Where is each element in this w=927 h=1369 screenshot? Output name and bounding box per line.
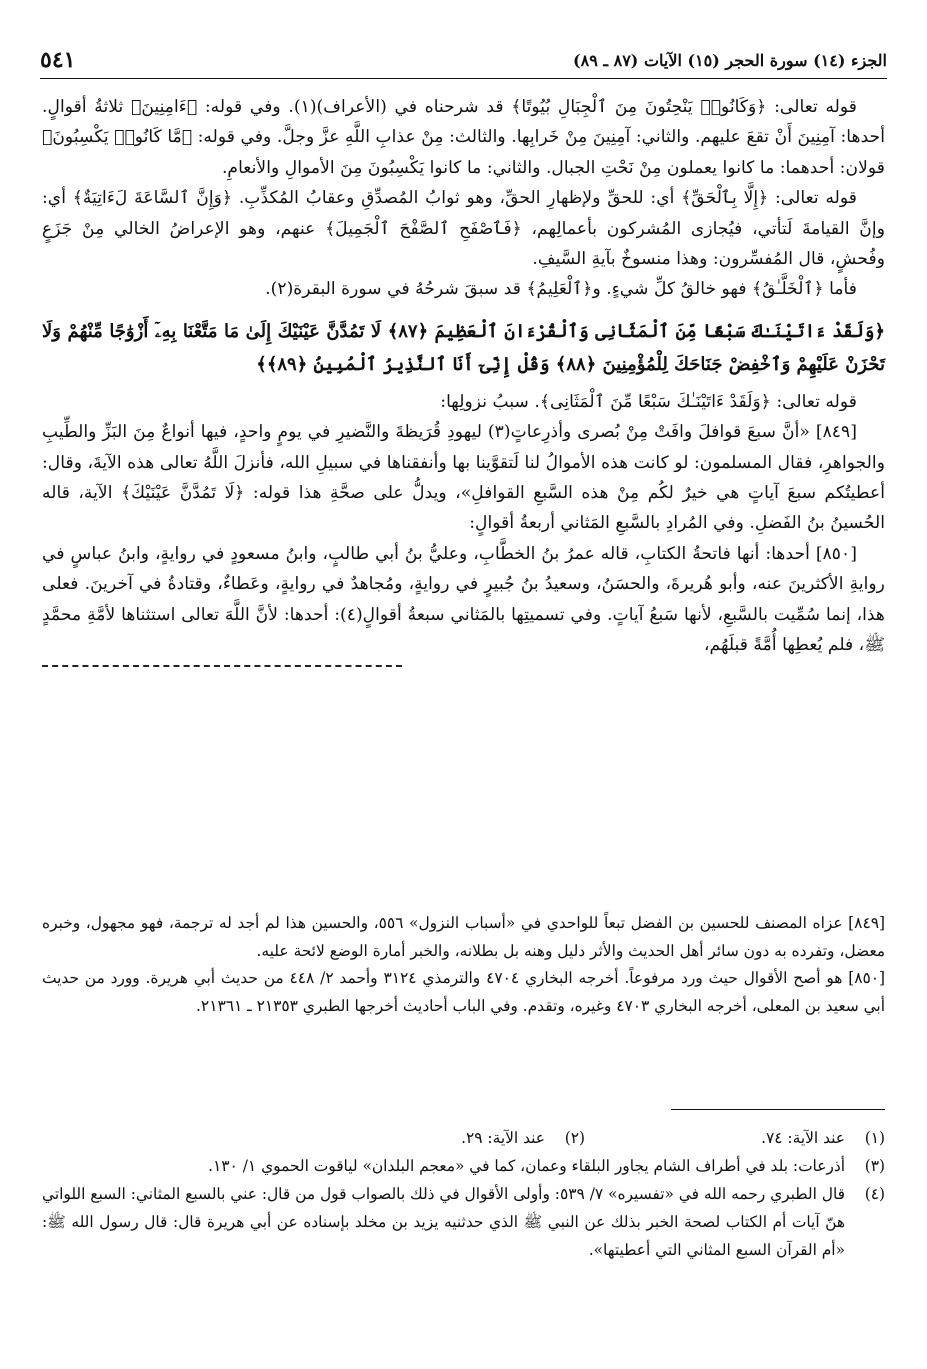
footnote-text: أذرعات: بلد في أطراف الشام يجاور البلقاء وعمان، كما في «معجم البلدان» لياقوت الحموي ١/ ١٣٠. — [208, 1157, 845, 1175]
quran-verse-block: ﴿وَلَقَدْ ءَاتَيْنَـٰكَ سَبْعًا مِّنَ ٱلْمَثَانِى وَٱلْقُرْءَانَ ٱلْعَظِيمَ ﴿٨٧﴾ لَا تَمُدَّنَّ عَيْنَيْكَ إِلَىٰ مَا مَتَّعْنَا بِهِۦٓ أَزْوَٰجًا مِّنْهُمْ وَلَا تَحْزَنْ عَلَيْهِمْ وَٱخْفِضْ جَنَاحَكَ لِلْمُؤْمِنِينَ ﴿٨٨﴾ وَقُلْ إِنِّىٓ أَنَا ٱلنَّذِيرُ ٱلْمُبِينُ ﴿٨٩﴾﴾ — [42, 320, 886, 375]
paragraph: فأما ﴿ٱلْخَلَّـٰقُ﴾ فهو خالقُ كلِّ شيءٍ. و﴿ٱلْعَلِيمُ﴾ قد سبقَ شرحُهُ في سورة البقرة(٢). — [265, 279, 857, 300]
footnote — [585, 1124, 885, 1152]
main-text — [42, 92, 885, 677]
paragraph: قوله تعالى: ﴿وَلَقَدْ ءَاتَيْنَـٰكَ سَبْعًا مِّنَ ٱلْمَثَانِى﴾. سببُ نزولِها: — [440, 391, 857, 412]
footnote — [42, 1152, 885, 1180]
paragraph: قوله تعالى: ﴿وَكَانُوا۟ يَنْحِتُونَ مِنَ ٱلْجِبَالِ بُيُوتًا﴾ قد شرحناه في (الأعراف)(١). وفي قوله: ﴿ءَامِنِينَ﴾ ثلاثةُ أقوالٍ. أحدها: آمِنِينَ أَنْ تقعَ عليهم. والثاني: آمِنِينَ مِنْ خَرابِها. والثالث: مِنْ عذابِ اللَّهِ عزَّ وجلَّ. وفي قوله: ﴿مَّا كَانُوا۟ يَكْسِبُونَ﴾ قولان: أحدهما: ما كانوا يعملون مِنْ نَحْتِ الجبال. والثاني: ما كانوا يَكْسِبُونَ مِنَ الأموالِ والأنعامِ. — [42, 97, 885, 178]
footnote-number: (٣) — [864, 1157, 885, 1175]
footnote-number: (١) — [864, 1129, 885, 1147]
running-head: الجزء (١٤) سورة الحجر (١٥) الآيات (٨٧ ـ ٨٩) — [573, 50, 887, 70]
paragraph: [٨٤٩] «أنَّ سبعَ قوافلَ وافَتْ مِنْ بُصرى وأذرِعاتٍ(٣) ليهودِ قُرَيظةَ والنَّضيرِ في يومٍ واحدٍ، فيها أنواعٌ مِنَ البَزِّ والطِّيبِ والجواهرِ، فقال المسلمون: لو كانت هذه الأموالُ لنا لَتقوَّينا بها وأنفقناها في سبيلِ الله، فأنزلَ اللَّهُ تعالى هذه الآيةَ، وقال: أعطيتُكم سبعَ آياتٍ هي خيرٌ لكُم مِنْ هذه السَّبعِ القوافلِ»، ويدلُّ على صحَّةِ هذا قوله: ﴿لَا تَمُدَّنَّ عَيْنَيْكَ﴾ الآية، قاله الحُسينُ بنُ الفَضلِ. وفي المُرادِ بالسَّبعِ المَثاني أربعةُ أقوالٍ: — [42, 422, 885, 534]
footnote — [285, 1124, 585, 1152]
footnote-text: عند الآية: ٢٩. — [461, 1129, 545, 1147]
takhrij-entry: [٨٤٩] عزاه المصنف للحسين بن الفضل تبعاً للواحدي في «أسباب النزول» ٥٥٦، والحسين هذا لم أجد له ترجمة، فهو مجهول، وخبره معضل، وتفرده به دون سائر أهل الحديث والأثر دليل وهنه بل بطلانه، والخبر أمارة الوضع لائحة عليه. — [42, 914, 885, 960]
footnote-text: عند الآية: ٧٤. — [761, 1129, 845, 1147]
page-number: ٥٤١ — [40, 47, 76, 73]
hadith-takhrij — [42, 910, 885, 1020]
footnote-text: قال الطبري رحمه الله في «تفسيره» ٧/ ٥٣٩: وأولى الأقوال في ذلك بالصواب قول من قال: عني بالسبع المثاني: السبع اللواتي هنّ آيات أم الكتاب لصحة الخبر بذلك عن النبي ﷺ الذي حدثنيه يزيد بن مخلد بإسناده عن أبي هريرة قال: قال رسول الله ﷺ: «أم القرآن السبع المثاني التي أعطيتها». — [42, 1185, 846, 1259]
footnote-rule — [671, 1109, 885, 1110]
footnote-number: (٢) — [564, 1129, 585, 1147]
footnote-number: (٤) — [864, 1185, 885, 1203]
footnotes — [42, 1124, 885, 1264]
page-header — [40, 42, 887, 79]
paragraph: قوله تعالى: ﴿إِلَّا بِٱلْحَقِّ﴾ أي: للحقِّ ولإظهارِ الحقِّ، وهو ثوابُ المُصدِّقِ وعقابُ المُكذِّبِ. ﴿وَإِنَّ ٱلسَّاعَةَ لَءَاتِيَةٌ﴾ أي: وإنَّ القيامةَ لَتأتي، فيُجازى المُشركون بأعمالِهم، ﴿فَٱصْفَحِ ٱلصَّفْحَ ٱلْجَمِيلَ﴾ عنهم، وهو الإعراضُ الخالي مِنْ جَزَعٍ وفُحشٍ، قال المُفسِّرون: وهذا منسوخٌ بآيةِ السَّيفِ. — [42, 188, 885, 270]
footnote — [42, 1180, 885, 1264]
paragraph: [٨٥٠] أحدها: أنها فاتحةُ الكتابِ، قاله عمرُ بنُ الخطَّابِ، وعليُّ بنُ أبي طالبٍ، وابنُ مسعودٍ في روايةٍ، وابنُ عباسٍ في روايةِ الأكثرينَ عنه، وأبو هُريرةَ، والحسَنُ، وسعيدُ بنُ جُبيرٍ في روايةٍ، ومُجاهدٌ في روايةٍ، وعَطاءٌ، وقتادةُ في آخرينَ. فعلى هذا، إنما سُمِّيت بالسَّبعِ، لأنها سَبعُ آياتٍ. وفي تسميتِها بالمَثاني سبعةُ أقوالٍ(٤): أحدها: لأنَّ اللَّهَ تعالى استثناها لأمَّةِ محمَّدٍ ﷺ، فلم يُعطِها أُمَّةً قبلَهُم، — [42, 543, 885, 656]
takhrij-entry: [٨٥٠] هو أصح الأقوال حيث ورد مرفوعاً. أخرجه البخاري ٤٧٠٤ والترمذي ٣١٢٤ وأحمد ٢/ ٤٤٨ من حديث أبي هريرة. وورد من حديث أبي سعيد بن المعلى، أخرجه البخاري ٤٧٠٣ وغيره، وتقدم. وفي الباب أحاديث أخرجها الطبري ٢١٣٥٣ ـ ٢١٣٦١. — [42, 969, 886, 1015]
footnote-row — [42, 1124, 885, 1152]
dashed-divider — [42, 665, 402, 667]
